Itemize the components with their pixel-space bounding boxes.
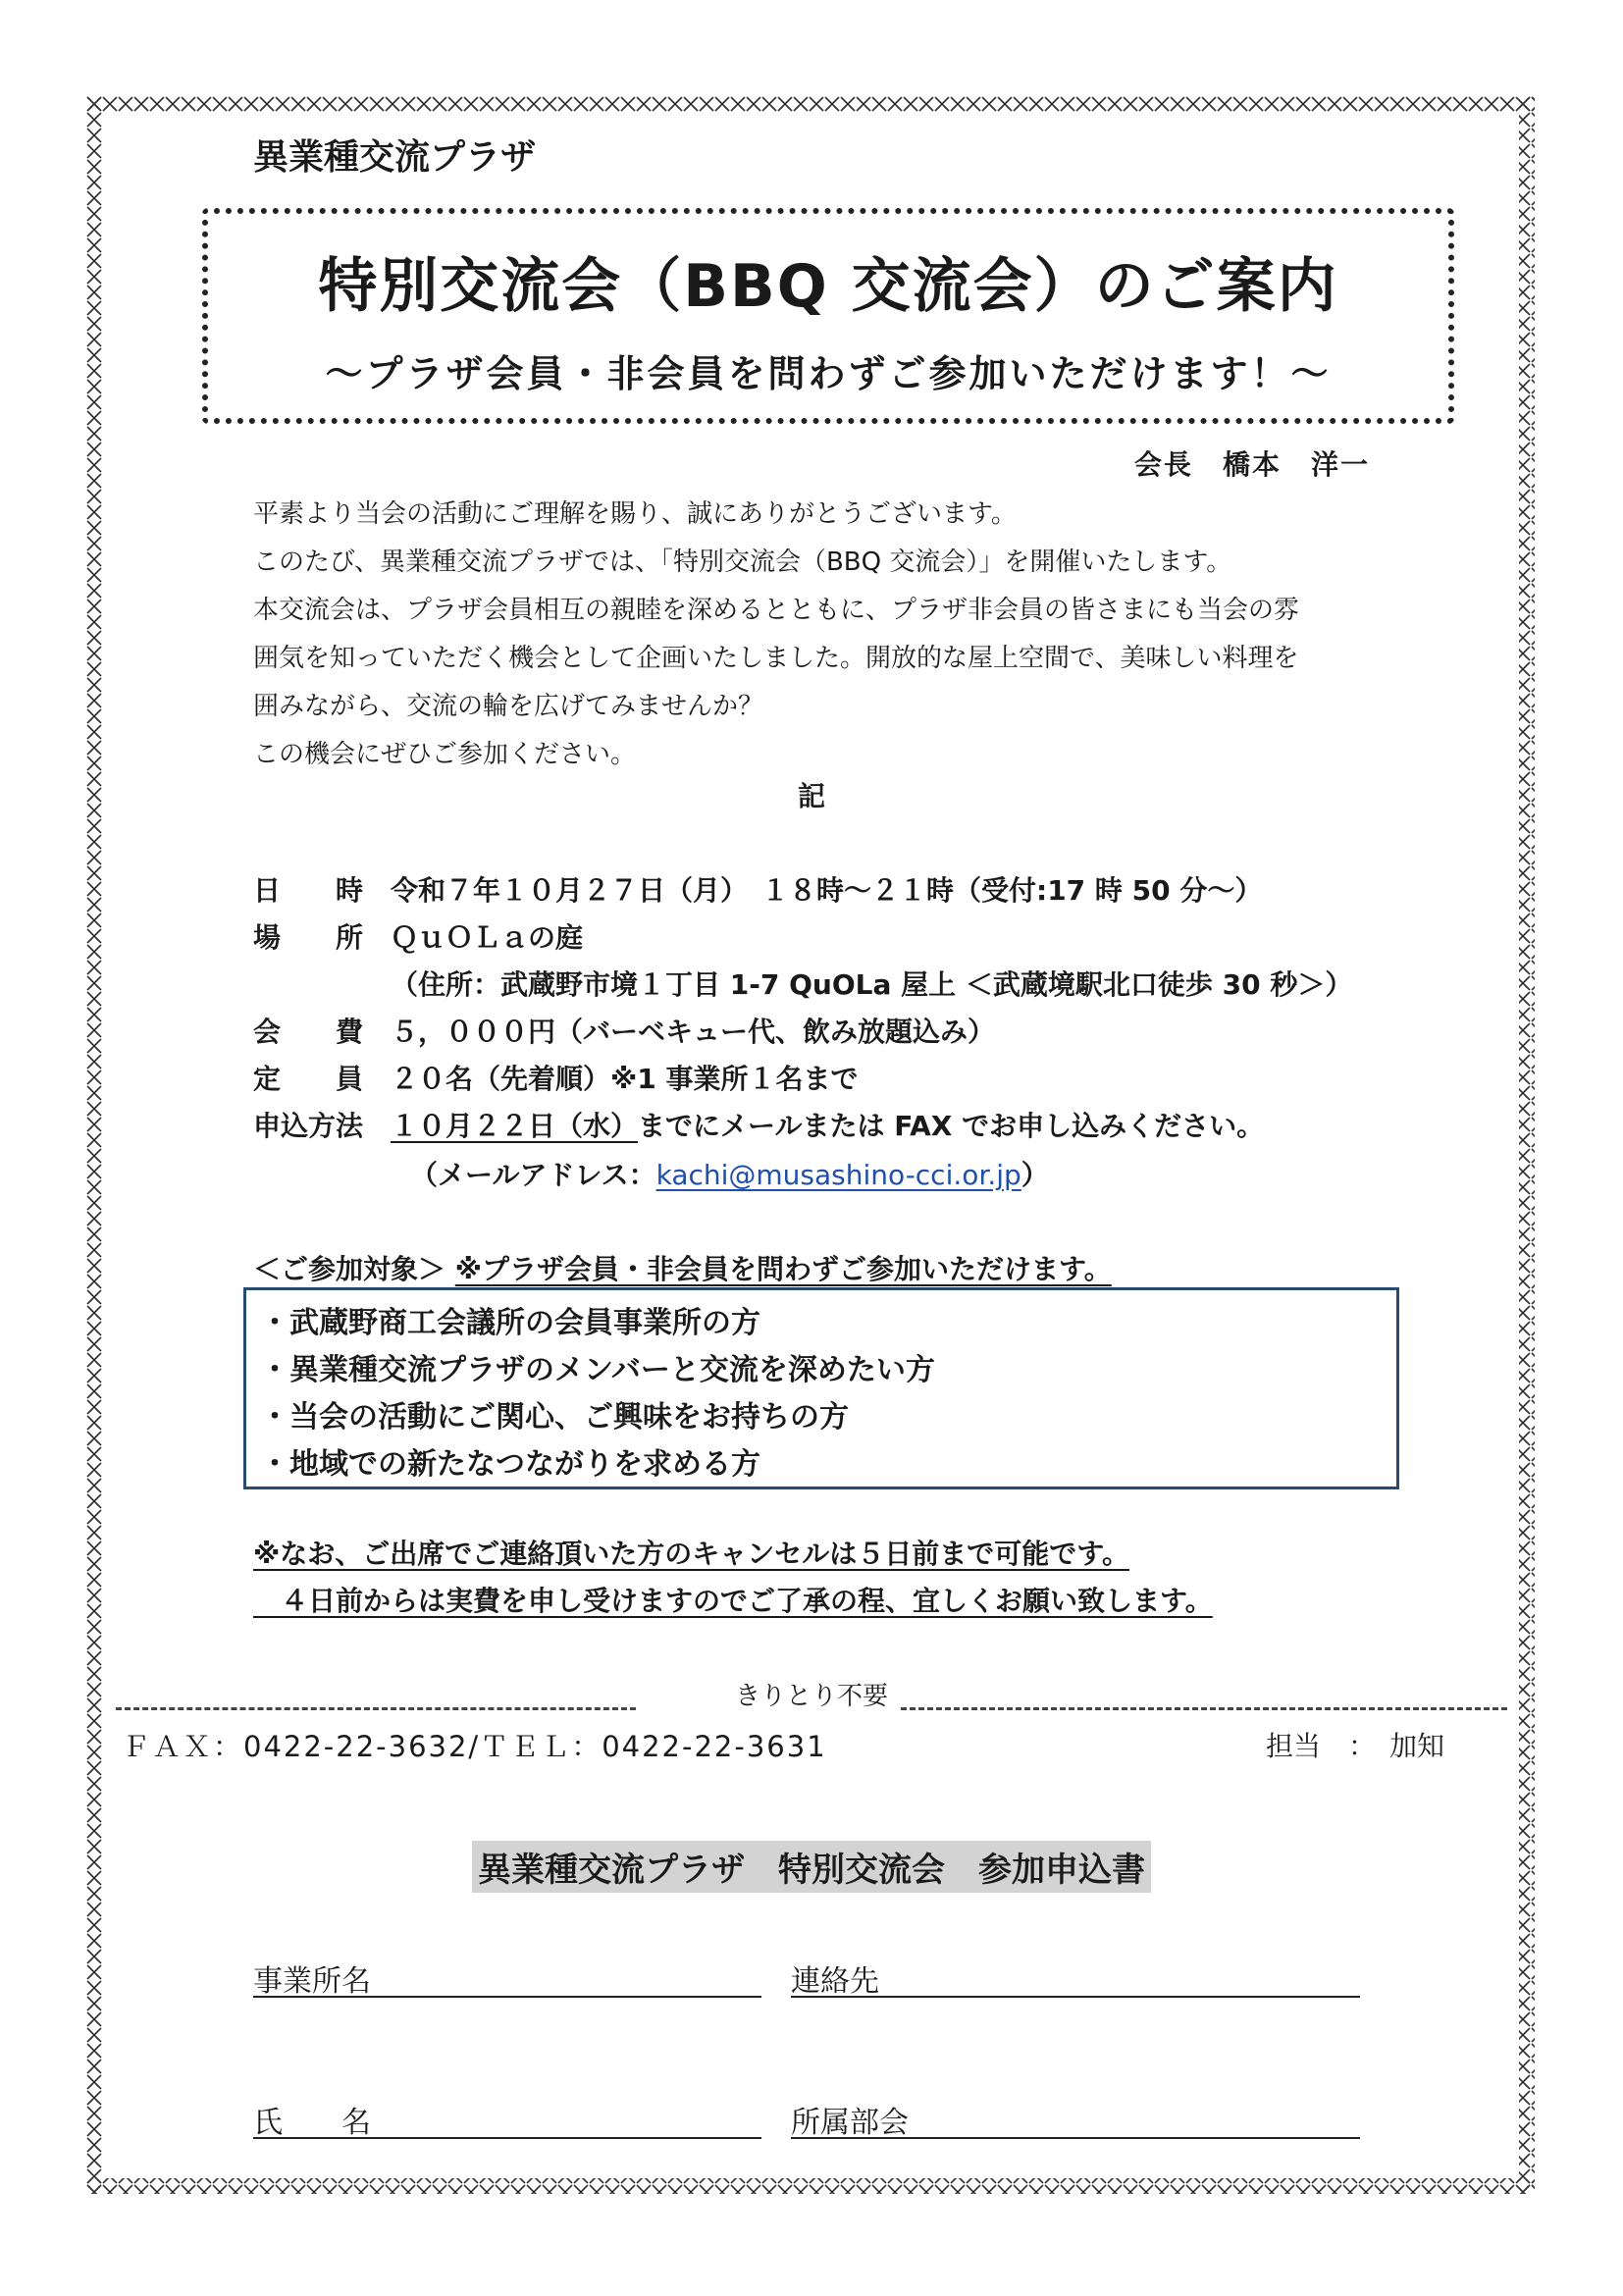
page-title: 特別交流会（BBQ 交流会）のご案内 [318, 252, 1338, 321]
detail-value: ２０名（先着順）※1 事業所１名まで [391, 1063, 859, 1095]
detail-value: ５，０００円（バーベキュー代、飲み放題込み） [391, 1016, 996, 1048]
target-item: ・異業種交流プラザのメンバーと交流を深めたい方 [260, 1353, 935, 1387]
note-line: ４日前からは実費を申し受けますのでご了承の程、宜しくお願い致します。 [253, 1585, 1213, 1617]
intro-line: 平素より当会の活動にご理解を賜り、誠にありがとうございます。 [253, 499, 1017, 529]
intro-line: この機会にぜひご参加ください。 [253, 740, 637, 769]
detail-date [253, 869, 1262, 909]
cut-line-text: きりとり不要 [734, 1682, 888, 1711]
target-box [243, 1287, 1399, 1489]
detail-address: （住所：武蔵野市境１丁目 1-7 QuOLa 屋上 ＜武蔵境駅北口徒歩 30 秒＞） [391, 968, 1353, 1001]
target-heading [253, 1248, 1112, 1287]
intro-line: 囲気を知っていただく機会として企画いたしました。開放的な屋上空間で、美味しい料理を [253, 644, 1299, 673]
form-title-text: 異業種交流プラザ 特別交流会 参加申込書 [472, 1841, 1151, 1893]
intro-line: 本交流会は、プラザ会員相互の親睦を深めるとともに、プラザ非会員の皆さまにも当会の雰 [253, 596, 1300, 625]
note-line: ※なお、ご出席でご連絡頂いた方のキャンセルは５日前まで可能です。 [253, 1538, 1129, 1570]
fax-tel: ＦＡＸ：0422-22-3632/ＴＥＬ：0422-22-3631 [122, 1730, 827, 1763]
cancellation-note [253, 1531, 1213, 1625]
page-subtitle: ～プラザ会員・非会員を問わずご参加いただけます！～ [325, 352, 1332, 395]
target-item: ・当会の活動にご関心、ご興味をお持ちの方 [260, 1400, 849, 1435]
name-field[interactable] [253, 2098, 761, 2139]
mail-prefix: （メールアドレス： [410, 1159, 656, 1191]
detail-value: までにメールまたは FAX でお申し込みください。 [638, 1110, 1265, 1142]
detail-label: 場 所 [253, 921, 364, 954]
detail-label: 会 費 [253, 1016, 364, 1048]
detail-apply [253, 1105, 1264, 1144]
detail-label: 定 員 [253, 1063, 364, 1095]
field-label: 事業所名 [253, 1964, 371, 1999]
intro-line: 囲みながら、交流の輪を広げてみませんか？ [253, 692, 764, 721]
field-label: 所属部会 [791, 2106, 909, 2140]
detail-label: 日 時 [253, 874, 364, 907]
contact-field[interactable] [791, 1957, 1360, 1998]
target-item: ・地域での新たなつながりを求める方 [260, 1447, 760, 1482]
target-item: ・武蔵野商工会議所の会員事業所の方 [260, 1306, 760, 1340]
organization-name: 異業種交流プラザ [253, 137, 537, 178]
detail-mail [410, 1154, 1049, 1193]
apply-deadline: １０月２２日（水） [391, 1110, 639, 1142]
intro-line: このたび、異業種交流プラザでは、「特別交流会（BBQ 交流会）」を開催いたします。 [253, 548, 1232, 577]
intro-text [253, 491, 1382, 779]
detail-capacity [253, 1058, 858, 1097]
detail-label: 申込方法 [253, 1110, 364, 1142]
detail-fee [253, 1011, 995, 1050]
detail-place [253, 916, 583, 956]
ki-heading: 記 [797, 780, 825, 812]
company-name-field[interactable] [253, 1957, 761, 1998]
person-in-charge: 担当 ： 加知 [1266, 1730, 1445, 1762]
detail-value: ＱｕＯＬａの庭 [391, 921, 584, 954]
cut-line-right [901, 1707, 1507, 1710]
department-field[interactable] [791, 2098, 1360, 2139]
mail-suffix: ） [1021, 1159, 1049, 1191]
field-label: 連絡先 [791, 1964, 879, 1999]
target-label: ＜ご参加対象＞ [253, 1253, 446, 1285]
field-label: 氏 名 [253, 2106, 371, 2140]
mail-link[interactable]: kachi@musashino-cci.or.jp [655, 1159, 1021, 1191]
form-title [0, 1841, 1623, 1893]
target-note: ※プラザ会員・非会員を問わずご参加いただけます。 [454, 1253, 1112, 1285]
detail-value: 令和７年１０月２７日（月） １８時～２１時（受付:17 時 50 分～） [391, 874, 1263, 907]
signer: 会長 橋本 洋一 [1133, 448, 1370, 481]
